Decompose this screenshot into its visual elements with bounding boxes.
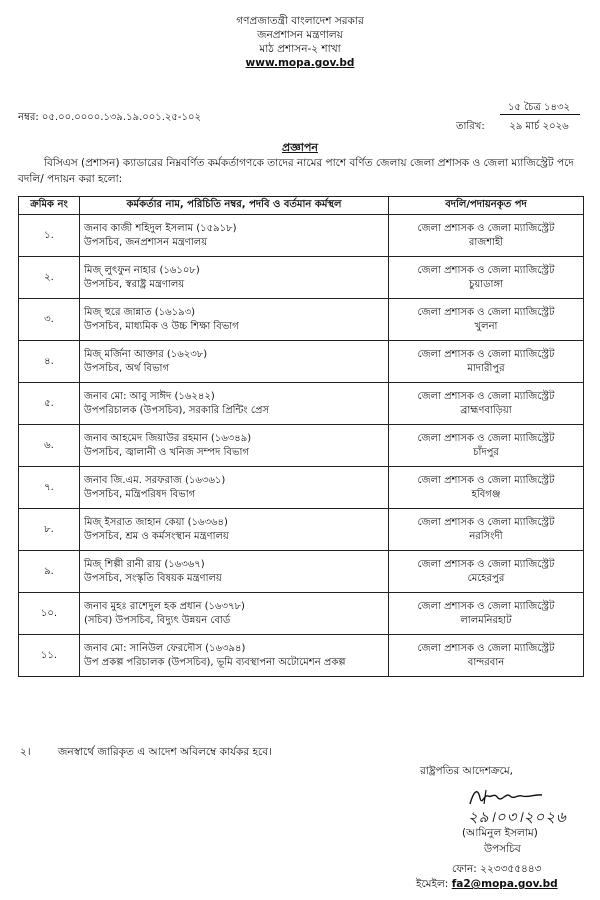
table-row	[19, 215, 584, 257]
new-post-title: জেলা প্রশাসক ও জেলা ম্যাজিস্ট্রেট	[417, 558, 555, 570]
page-title: প্রজ্ঞাপন	[282, 141, 318, 154]
officer-name: জনাব জি.এম. সরফরাজ (১৬৩৬১)	[84, 474, 226, 486]
table-row	[19, 593, 584, 635]
row-serial: ৫.	[19, 383, 80, 425]
row-serial: ৬.	[19, 425, 80, 467]
new-post-title: জেলা প্রশাসক ও জেলা ম্যাজিস্ট্রেট	[417, 432, 555, 444]
row-new-post	[389, 467, 584, 509]
handwritten-date: ২৯।০৩।২০২৬	[468, 808, 567, 826]
officer-current-post: উপসচিব, অর্থ বিভাগ	[84, 362, 170, 374]
row-new-post	[389, 257, 584, 299]
new-post-district: লালমনিরহাট	[460, 614, 512, 626]
officer-current-post: উপসচিব, স্বরাষ্ট্র মন্ত্রণালয়	[84, 278, 185, 290]
row-officer	[80, 467, 389, 509]
officer-current-post: উপ প্রকল্প পরিচালক (উপসচিব), ভূমি ব্যবস্থাপনা অটোমেশন প্রকল্প	[84, 656, 346, 668]
date-bangla: ১৫ চৈত্র ১৪৩২	[507, 102, 571, 113]
government-name: গণপ্রজাতন্ত্রী বাংলাদেশ সরকার	[236, 15, 364, 27]
table-row	[19, 551, 584, 593]
new-post-district: চাঁদপুর	[473, 446, 499, 458]
new-post-title: জেলা প্রশাসক ও জেলা ম্যাজিস্ট্রেট	[417, 516, 555, 528]
officer-current-post: উপসচিব, শ্রম ও কর্মসংস্থান মন্ত্রণালয়	[84, 530, 229, 542]
row-new-post	[389, 299, 584, 341]
new-post-title: জেলা প্রশাসক ও জেলা ম্যাজিস্ট্রেট	[417, 222, 555, 234]
row-serial: ১১.	[19, 635, 80, 677]
table-row	[19, 299, 584, 341]
row-serial: ৯.	[19, 551, 80, 593]
row-serial: ২.	[19, 257, 80, 299]
new-post-title: জেলা প্রশাসক ও জেলা ম্যাজিস্ট্রেট	[417, 306, 555, 318]
row-new-post	[389, 593, 584, 635]
table-row	[19, 635, 584, 677]
new-post-district: মেহেরপুর	[467, 572, 505, 584]
table-row	[19, 341, 584, 383]
row-officer	[80, 593, 389, 635]
signatory-name: (আমিনুল ইসলাম)	[462, 827, 538, 839]
new-post-title: জেলা প্রশাসক ও জেলা ম্যাজিস্ট্রেট	[417, 348, 555, 360]
row-officer	[80, 551, 389, 593]
officer-name: জনাব মো: আবু সাঈদ (১৬২৪২)	[84, 390, 215, 402]
row-officer	[80, 299, 389, 341]
new-post-title: জেলা প্রশাসক ও জেলা ম্যাজিস্ট্রেট	[417, 474, 555, 486]
row-new-post	[389, 509, 584, 551]
email-link[interactable]: fa2@mopa.gov.bd	[451, 878, 558, 890]
new-post-title: জেলা প্রশাসক ও জেলা ম্যাজিস্ট্রেট	[417, 642, 555, 654]
new-post-district: নরসিংদী	[469, 530, 503, 542]
row-new-post	[389, 551, 584, 593]
transfer-table	[18, 196, 584, 677]
row-officer	[80, 425, 389, 467]
officer-name: জনাব মুহঃ রাশেদুল হক প্রধান (১৬৩৭৮)	[84, 600, 245, 612]
row-serial: ১.	[19, 215, 80, 257]
col-header-serial: ক্রমিক নং	[19, 197, 80, 215]
table-row	[19, 509, 584, 551]
section-name: মাঠ প্রশাসন-২ শাখা	[259, 43, 341, 55]
note-number: ২।	[20, 746, 31, 758]
email-row	[416, 877, 558, 894]
new-post-district: ব্রাহ্মণবাড়িয়া	[460, 404, 512, 416]
table-row	[19, 257, 584, 299]
new-post-title: জেলা প্রশাসক ও জেলা ম্যাজিস্ট্রেট	[417, 264, 555, 276]
note-text: জনস্বার্থে জারিকৃত এ আদেশ অবিলম্বে কার্যকর হবে।	[58, 746, 272, 758]
row-serial: ৪.	[19, 341, 80, 383]
order-text: রাষ্ট্রপতির আদেশক্রমে,	[420, 765, 513, 777]
officer-name: মিজ্ ইসরাত জাহান কেয়া (১৬৩৬৪)	[84, 516, 228, 528]
officer-current-post: উপসচিব, মাধ্যমিক ও উচ্চ শিক্ষা বিভাগ	[84, 320, 239, 332]
new-post-district: বান্দরবান	[467, 656, 505, 668]
officer-name: জনাব কাজী শহিদুল ইসলাম (১৫৯১৮)	[84, 222, 237, 234]
ministry-name: জনপ্রশাসন মন্ত্রণালয়	[257, 29, 343, 41]
phone-number: ফোন: ২২৩৩৫৫৪৪৩	[452, 863, 542, 875]
new-post-district: চুয়াডাঙ্গা	[469, 278, 503, 290]
row-officer	[80, 215, 389, 257]
website-link[interactable]: www.mopa.gov.bd	[245, 57, 355, 69]
row-officer	[80, 257, 389, 299]
col-header-post: বদলি/পদায়নকৃত পদ	[389, 197, 584, 215]
email-label: ইমেইল:	[416, 878, 449, 890]
new-post-district: রাজশাহী	[468, 236, 504, 248]
officer-current-post: (সচিব) উপসচিব, বিদ্যুৎ উন্নয়ন বোর্ড	[84, 614, 231, 626]
row-serial: ৭.	[19, 467, 80, 509]
row-officer	[80, 341, 389, 383]
date-label: তারিখ:	[456, 121, 485, 132]
table-header-row	[19, 197, 584, 215]
new-post-title: জেলা প্রশাসক ও জেলা ম্যাজিস্ট্রেট	[417, 600, 555, 612]
new-post-district: হবিগঞ্জ	[471, 488, 501, 500]
new-post-title: জেলা প্রশাসক ও জেলা ম্যাজিস্ট্রেট	[417, 390, 555, 402]
officer-current-post: উপপরিচালক (উপসচিব), সরকারি প্রিন্টিং প্রেস	[84, 404, 270, 416]
row-new-post	[389, 341, 584, 383]
row-new-post	[389, 425, 584, 467]
memo-number: নম্বর: ০৫.০০.০০০০.১৩৯.১৯.০০১.২৫-১০২	[18, 112, 202, 123]
row-officer	[80, 509, 389, 551]
table-row	[19, 425, 584, 467]
date-gregorian: ২৯ মার্চ ২০২৬	[509, 121, 569, 132]
table-row	[19, 467, 584, 509]
officer-name: মিজ্ হুরে জান্নাত (১৬১৯৩)	[84, 306, 196, 318]
row-officer	[80, 383, 389, 425]
date-divider	[500, 114, 580, 115]
officer-current-post: উপসচিব, সংস্কৃতি বিষয়ক মন্ত্রণালয়	[84, 572, 222, 584]
officer-name: মিজ্ শিল্পী রানী রায় (১৬৩৬৭)	[84, 558, 205, 570]
intro-paragraph: বিসিএস (প্রশাসন) ক্যাডারের নিম্নবর্ণিত কর্মকর্তাগণকে তাদের নামের পাশে বর্ণিত জেলায় জেলা প্রশাসক ও জেলা ম্যাজিস্ট্রেট পদে বদলি/ পদায়ন করা হলো:	[18, 157, 574, 185]
row-new-post	[389, 215, 584, 257]
new-post-district: খুলনা	[474, 320, 498, 332]
officer-current-post: উপসচিব, জ্বালানী ও খনিজ সম্পদ বিভাগ	[84, 446, 249, 458]
row-officer	[80, 635, 389, 677]
officer-name: মিজ্ লুৎফুন নাহার (১৬১০৮)	[84, 264, 200, 276]
table-row	[19, 383, 584, 425]
letterhead	[0, 14, 600, 70]
signatory-designation: উপসচিব	[484, 843, 521, 855]
row-serial: ১০.	[19, 593, 80, 635]
officer-current-post: উপসচিব, মন্ত্রিপরিষদ বিভাগ	[84, 488, 196, 500]
officer-name: জনাব আহমেদ জিয়াউর রহমান (১৬৩৪৯)	[84, 432, 252, 444]
row-new-post	[389, 383, 584, 425]
row-serial: ৮.	[19, 509, 80, 551]
row-new-post	[389, 635, 584, 677]
officer-name: জনাব মো: সানিউল ফেরদৌস (১৬৩৯৪)	[84, 642, 246, 654]
new-post-district: মাদারীপুর	[467, 362, 505, 374]
officer-name: মিজ্ মর্জিনা আক্তার (১৬২৩৮)	[84, 348, 208, 360]
col-header-officer: কর্মকর্তার নাম, পরিচিতি নম্বর, পদবি ও বর্তমান কর্মস্থল	[80, 197, 389, 215]
officer-current-post: উপসচিব, জনপ্রশাসন মন্ত্রণালয়	[84, 236, 208, 248]
row-serial: ৩.	[19, 299, 80, 341]
